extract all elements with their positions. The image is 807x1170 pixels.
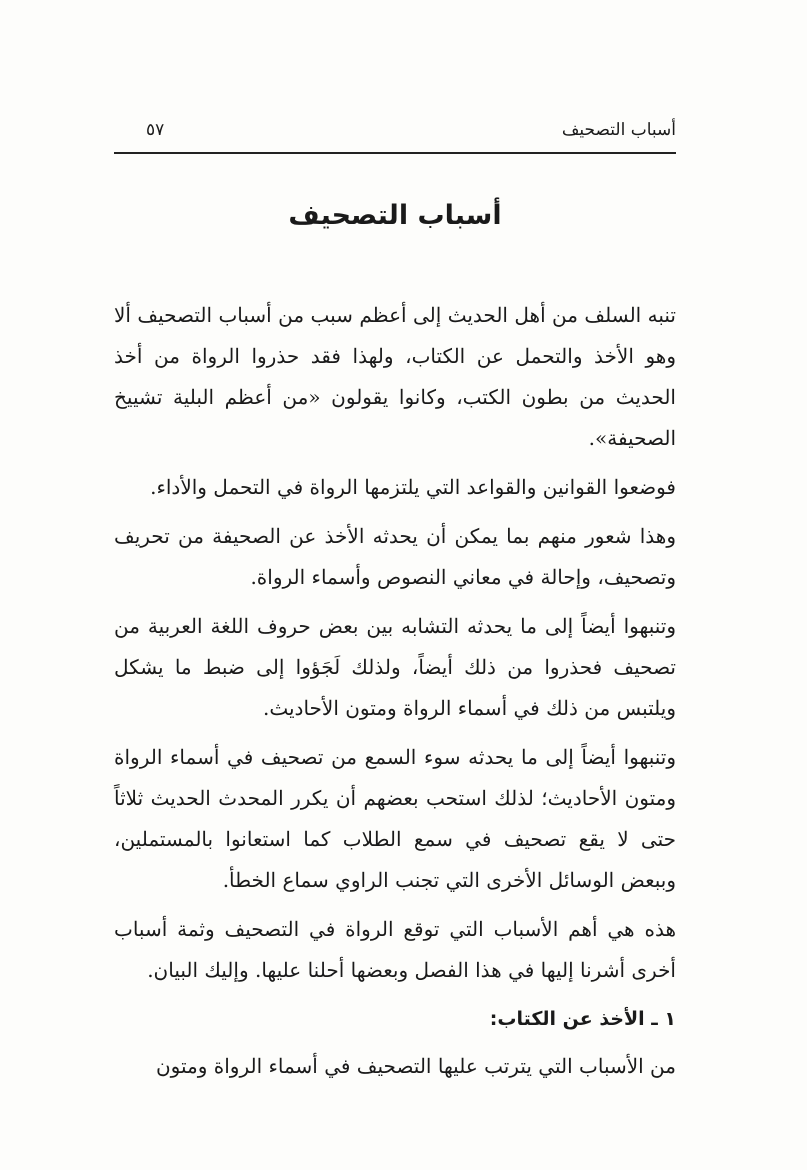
section-heading: ١ ـ الأخذ عن الكتاب: (489, 1008, 676, 1030)
chapter-title: أسباب التصحيف (288, 200, 502, 231)
paragraph-3: وهذا شعور منهم بما يمكن أن يحدثه الأخذ عن الصحيفة من تحريف وتصحيف، وإحالة في معاني النصوص وأسماء الرواة. (114, 524, 676, 589)
paragraph-7: من الأسباب التي يترتب عليها التصحيف في أسماء الرواة ومتون (155, 1054, 676, 1078)
running-header (114, 118, 676, 154)
paragraph-2: فوضعوا القوانين والقواعد التي يلتزمها الرواة في التحمل والأداء. (150, 475, 676, 499)
body-text (114, 295, 676, 1087)
running-header-title: أسباب التصحيف (561, 120, 676, 140)
paragraph-1: تنبه السلف من أهل الحديث إلى أعظم سبب من أسباب التصحيف ألا وهو الأخذ والتحمل عن الكتاب، ولهذا فقد حذروا الرواة من أخذ الحديث من بطون الكتب، وكانوا يقولون «من أعظم البلية تشييخ الصحيفة». (114, 303, 676, 450)
paragraph-5: وتنبهوا أيضاً إلى ما يحدثه سوء السمع من تصحيف في أسماء الرواة ومتون الأحاديث؛ لذلك استحب بعضهم أن يكرر المحدث الحديث ثلاثاً حتى لا يقع تصحيف في سمع الطلاب كما استعانوا بالمستملين، وببعض الوسائل الأخرى التي تجنب الراوي سماع الخطأ. (114, 745, 676, 892)
paragraph-6: هذه هي أهم الأسباب التي توقع الرواة في التصحيف وثمة أسباب أخرى أشرنا إليها في هذا الفصل وبعضها أحلنا عليها. وإليك البيان. (114, 917, 676, 982)
page-number: ٥٧ (146, 120, 165, 140)
paragraph-4: وتنبهوا أيضاً إلى ما يحدثه التشابه بين بعض حروف اللغة العربية من تصحيف فحذروا من ذلك أيضاً، ولذلك لَجَؤوا إلى ضبط ما يشكل ويلتبس من ذلك في أسماء الرواة ومتون الأحاديث. (114, 614, 677, 720)
